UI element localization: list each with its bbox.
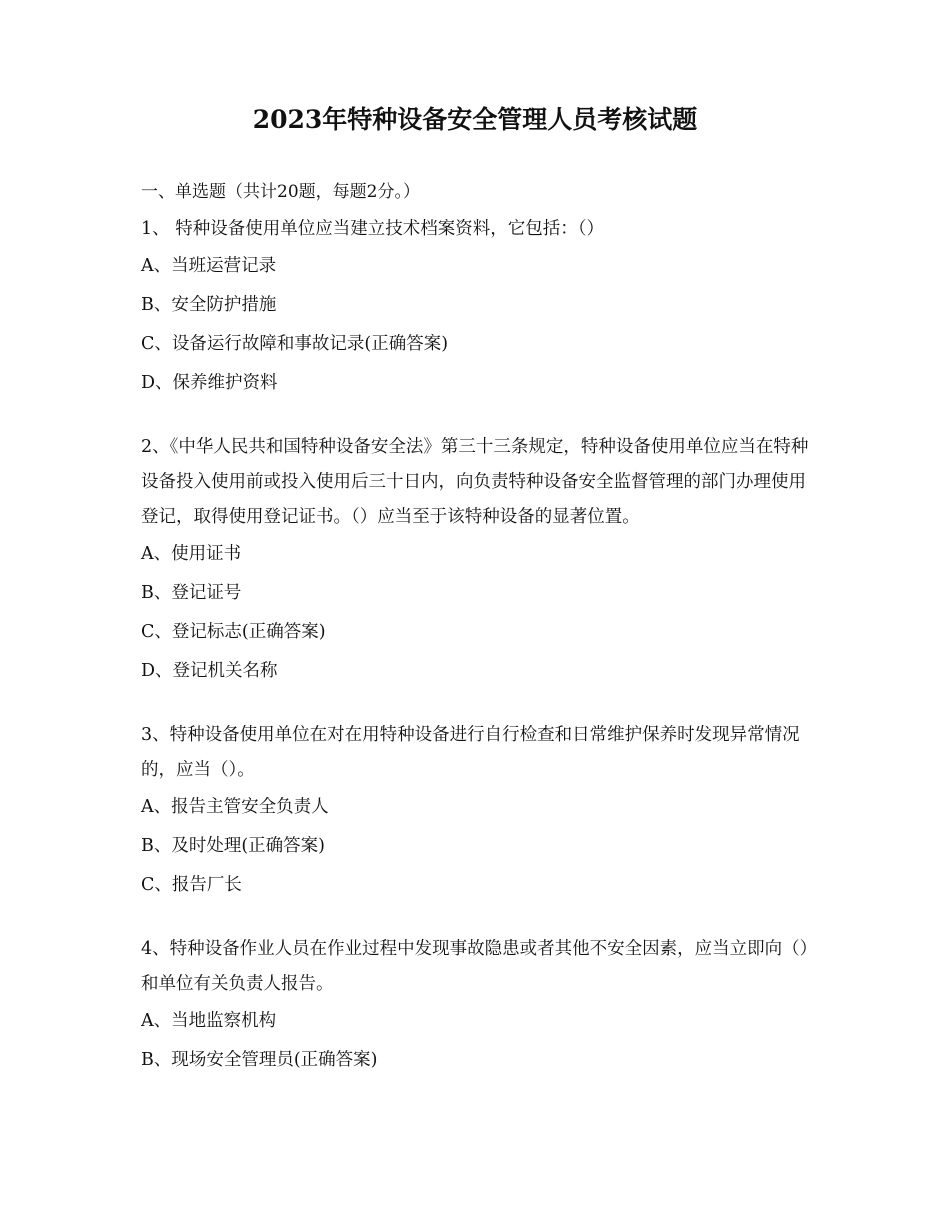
question-text: 4、特种设备作业人员在作业过程中发现事故隐患或者其他不安全因素，应当立即向（）和单位有关负责人报告。 bbox=[141, 939, 818, 994]
option-a: A、使用证书 bbox=[141, 544, 242, 564]
question-4 bbox=[141, 932, 821, 1073]
option-c: C、登记标志(正确答案) bbox=[141, 622, 326, 642]
option-b: B、安全防护措施 bbox=[141, 295, 277, 315]
option-b: B、及时处理(正确答案) bbox=[141, 836, 326, 856]
option-a: A、报告主管安全负责人 bbox=[141, 797, 329, 817]
question-1 bbox=[141, 212, 821, 396]
document-title: 2023年特种设备安全管理人员考核试题 bbox=[252, 105, 698, 134]
option-b: B、登记证号 bbox=[141, 583, 242, 603]
option-d: D、登记机关名称 bbox=[141, 661, 278, 681]
document-content bbox=[141, 180, 821, 1107]
option-c: C、报告厂长 bbox=[141, 875, 242, 895]
question-text: 1、 特种设备使用单位应当建立技术档案资料，它包括：（） bbox=[141, 219, 604, 239]
question-2 bbox=[141, 430, 821, 684]
question-text: 2、《中华人民共和国特种设备安全法》第三十三条规定，特种设备使用单位应当在特种设备投入使用前或投入使用后三十日内，向负责特种设备安全监督管理的部门办理使用登记，取得使用登记证书。（）应当至于该特种设备的显著位置。 bbox=[141, 437, 809, 527]
option-c: C、设备运行故障和事故记录(正确答案) bbox=[141, 334, 449, 354]
option-d: D、保养维护资料 bbox=[141, 373, 278, 393]
option-a: A、当地监察机构 bbox=[141, 1011, 277, 1031]
option-a: A、当班运营记录 bbox=[141, 256, 277, 276]
question-text: 3、特种设备使用单位在对在用特种设备进行自行检查和日常维护保养时发现异常情况的，应当（）。 bbox=[141, 725, 800, 780]
option-b: B、现场安全管理员(正确答案) bbox=[141, 1050, 378, 1070]
section-header: 一、单选题（共计20题，每题2分。） bbox=[141, 182, 420, 202]
question-3 bbox=[141, 718, 821, 898]
